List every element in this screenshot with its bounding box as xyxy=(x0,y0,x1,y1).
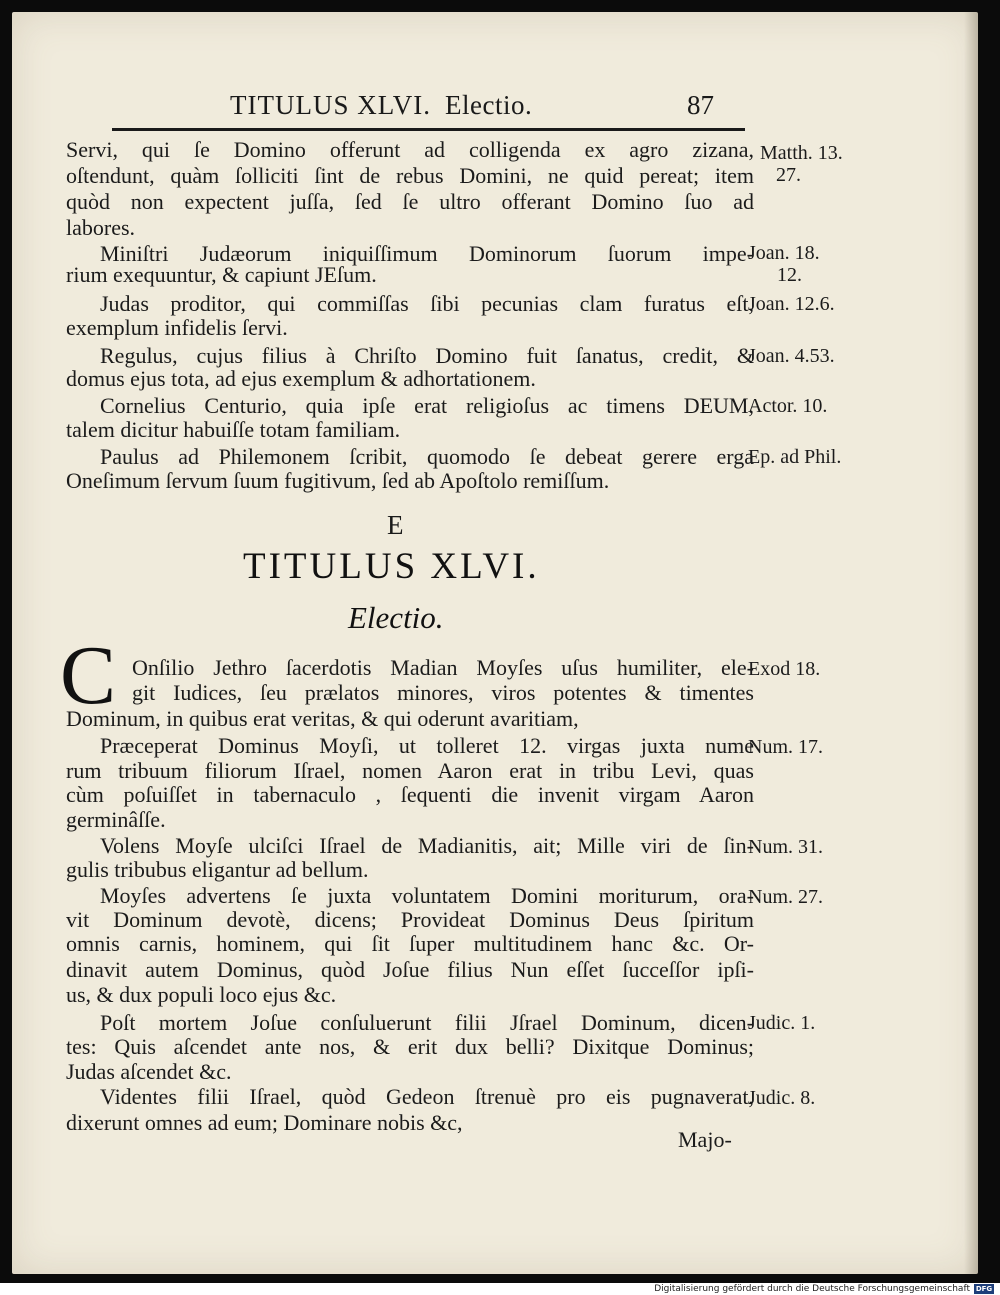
signature-mark: E xyxy=(387,510,404,540)
dfg-logo: DFG xyxy=(975,1285,993,1293)
margin-reference: Num. 31. xyxy=(748,836,823,858)
margin-reference: Exod 18. xyxy=(748,658,821,680)
text-line: rium exequuntur, & capiunt JEſum. xyxy=(66,262,377,287)
text-line: domus ejus tota, ad ejus exemplum & adhortationem. xyxy=(66,366,536,391)
margin-reference: Actor. 10. xyxy=(748,395,828,417)
margin-reference: Judic. 8. xyxy=(748,1087,816,1109)
header-rule xyxy=(112,128,745,131)
text-line: labores. xyxy=(66,215,136,240)
running-header xyxy=(230,90,532,121)
text-line: us, & dux populi loco ejus &c. xyxy=(66,982,337,1007)
text-line: cùm poſuiſſet in tabernaculo , ſequenti die invenit virgam Aaron xyxy=(66,782,754,807)
text-line: Judas aſcendet &c. xyxy=(66,1059,232,1084)
text-line: Paulus ad Philemonem ſcribit, quomodo ſe debeat gerere erga xyxy=(100,444,754,469)
text-line: Videntes filii Iſrael, quòd Gedeon ſtrenuè pro eis pugnaverat, xyxy=(100,1084,754,1109)
text-line: Poſt mortem Joſue conſuluerunt filii Jſrael Dominum, dicen- xyxy=(100,1010,754,1035)
text-line: talem dicitur habuiſſe totam familiam. xyxy=(66,417,401,442)
text-line: Oneſimum ſervum ſuum fugitivum, ſed ab Apoſtolo remiſſum. xyxy=(66,468,610,493)
text-line: Cornelius Centurio, quia ipſe erat religioſus ac timens DEUM, xyxy=(100,393,754,418)
text-line: git Iudices, ſeu prælatos minores, viros potentes & timentes xyxy=(132,680,754,705)
text-line: Servi, qui ſe Domino offerunt ad colligenda ex agro zizana, xyxy=(66,137,754,162)
margin-reference: Judic. 1. xyxy=(748,1012,816,1034)
text-line: Dominum, in quibus erat veritas, & qui oderunt avaritiam, xyxy=(66,706,579,731)
section-subtitle: Electio. xyxy=(348,600,444,635)
running-header-title: TITULUS XLVI. xyxy=(230,90,431,120)
text-line: gulis tribubus eligantur ad bellum. xyxy=(66,857,369,882)
text-line: Volens Moyſe ulciſci Iſrael de Madianitis, ait; Mille viri de ſin- xyxy=(100,833,754,858)
margin-reference: Joan. 4.53. xyxy=(748,345,835,367)
text-line: Onſilio Jethro ſacerdotis Madian Moyſes uſus humiliter, ele- xyxy=(132,655,754,680)
margin-reference: Num. 17. xyxy=(748,736,823,758)
margin-reference: Joan. 18. xyxy=(748,242,820,264)
margin-reference: Num. 27. xyxy=(748,886,823,908)
footer-bar xyxy=(0,1283,1000,1295)
margin-reference: Matth. 13. xyxy=(760,142,843,164)
text-line: Moyſes advertens ſe juxta voluntatem Domini moriturum, ora- xyxy=(100,883,754,908)
text-line: quòd non expectent juſſa, ſed ſe ultro offerant Domino ſuo ad xyxy=(66,189,754,214)
running-header-subtitle: Electio. xyxy=(445,90,533,120)
text-line: rum tribuum filiorum Iſrael, nomen Aaron erat in tribu Levi, quas xyxy=(66,758,754,783)
margin-reference: 12. xyxy=(777,264,802,286)
text-line: Præceperat Dominus Moyſi, ut tolleret 12. virgas juxta nume xyxy=(100,733,754,758)
catchword: Majo- xyxy=(678,1127,732,1152)
margin-reference: 27. xyxy=(776,164,801,186)
text-line: tes: Quis aſcendet ante nos, & erit dux belli? Dixitque Dominus; xyxy=(66,1034,754,1059)
text-line: vit Dominum devotè, dicens; Provideat Dominus Deus ſpiritum xyxy=(66,907,754,932)
text-line: dinavit autem Dominus, quòd Joſue filius Nun eſſet ſucceſſor ipſi- xyxy=(66,957,754,982)
text-line: Regulus, cujus filius à Chriſto Domino fuit ſanatus, credit, & xyxy=(100,343,754,368)
text-line: oſtendunt, quàm ſolliciti ſint de rebus Domini, ne quid pereat; item xyxy=(66,163,754,188)
text-line: Judas proditor, qui commiſſas ſibi pecunias clam furatus eſt, xyxy=(100,291,754,316)
page-number: 87 xyxy=(687,90,714,120)
margin-reference: Ep. ad Phil. xyxy=(748,446,842,468)
text-line: dixerunt omnes ad eum; Dominare nobis &c, xyxy=(66,1110,463,1135)
text-line: omnis carnis, hominem, qui ſit ſuper multitudinem hanc &c. Or- xyxy=(66,931,754,956)
text-line: Miniſtri Judæorum iniquiſſimum Dominorum ſuorum impe- xyxy=(100,241,754,266)
margin-reference: Joan. 12.6. xyxy=(748,293,835,315)
section-title: TITULUS XLVI. xyxy=(243,546,540,587)
funding-credit: Digitalisierung gefördert durch die Deutsche Forschungsgemeinschaft xyxy=(654,1284,970,1294)
text-line: germinâſſe. xyxy=(66,807,166,832)
text-line: exemplum infidelis ſervi. xyxy=(66,315,288,340)
drop-capital: C xyxy=(60,629,117,722)
